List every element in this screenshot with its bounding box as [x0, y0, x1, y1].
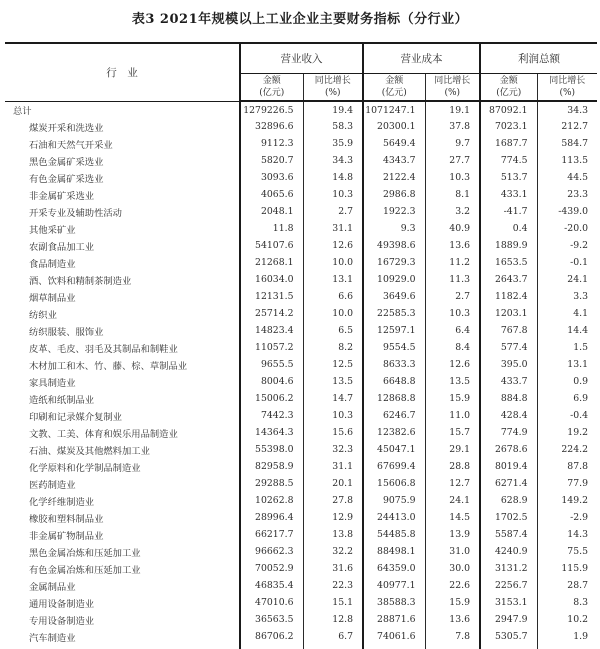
- table-row: [5, 492, 597, 509]
- cost-growth-cell: 15.9: [425, 594, 480, 611]
- industry-cell: 食品制造业: [5, 254, 240, 271]
- revenue-growth-cell: 12.5: [303, 356, 363, 373]
- revenue-growth-cell: 12.6: [303, 237, 363, 254]
- cost-growth-cell: 13.9: [425, 526, 480, 543]
- table-row: [5, 254, 597, 271]
- profit-amount-cell: 767.8: [480, 322, 537, 339]
- cost-amount-cell: 12868.8: [363, 390, 425, 407]
- revenue-group-header: 营业收入: [240, 43, 363, 73]
- cost-growth-cell: 8.1: [425, 186, 480, 203]
- industry-cell: 金属制品业: [5, 577, 240, 594]
- industry-column-header: 行 业: [5, 43, 240, 101]
- table-row: [5, 101, 597, 118]
- industry-cell: 其他采矿业: [5, 220, 240, 237]
- cost-growth-cell: 15.9: [425, 390, 480, 407]
- table-row: [5, 271, 597, 288]
- revenue-growth-cell: 32.3: [303, 441, 363, 458]
- profit-amount-cell: 8019.4: [480, 458, 537, 475]
- revenue-amount-cell: 86706.2: [240, 628, 303, 645]
- cost-growth-cell: 11.3: [425, 271, 480, 288]
- table-row: [5, 441, 597, 458]
- profit-growth-cell: -20.0: [564, 223, 588, 234]
- cost-amount-cell: 5649.4: [363, 135, 425, 152]
- profit-amount-cell: 774.5: [480, 152, 537, 169]
- profit-growth-cell: 212.7: [561, 121, 588, 132]
- cost-amount-cell: 49398.6: [363, 237, 425, 254]
- cost-growth-cell: 10.3: [425, 305, 480, 322]
- industry-cell: 石油、煤炭及其他燃料加工业: [5, 441, 240, 458]
- cost-growth-cell: 28.8: [425, 458, 480, 475]
- table-row: [5, 526, 597, 543]
- cost-amount-cell: 45047.1: [363, 441, 425, 458]
- industry-cell: 造纸和纸制品业: [5, 390, 240, 407]
- profit-amount-header: [480, 73, 537, 101]
- profit-amount-cell: 0.4: [480, 220, 537, 237]
- revenue-amount-header: [240, 73, 303, 101]
- industry-cell: 煤炭开采和洗选业: [5, 118, 240, 135]
- profit-amount-cell: 884.8: [480, 390, 537, 407]
- cost-growth-cell: 13.5: [425, 373, 480, 390]
- revenue-growth-header: [303, 73, 363, 101]
- revenue-growth-cell: 22.3: [303, 577, 363, 594]
- cost-group-header: 营业成本: [363, 43, 480, 73]
- industry-cell: 纺织业: [5, 305, 240, 322]
- profit-growth-cell: 87.8: [567, 461, 588, 472]
- growth-unit-label: (%): [324, 87, 341, 98]
- growth-label: 同比增长: [549, 75, 586, 86]
- revenue-amount-cell: 55398.0: [240, 441, 303, 458]
- revenue-growth-cell: 13.8: [303, 526, 363, 543]
- industry-cell: 医药制造业: [5, 475, 240, 492]
- cost-growth-cell: 14.5: [425, 509, 480, 526]
- industry-cell: 农副食品加工业: [5, 237, 240, 254]
- profit-amount-cell: 1889.9: [480, 237, 537, 254]
- table-row: [5, 424, 597, 441]
- table-row: [5, 169, 597, 186]
- revenue-amount-cell: 11.8: [240, 220, 303, 237]
- profit-growth-cell: 149.2: [561, 495, 588, 506]
- industry-cell: 文教、工美、体育和娱乐用品制造业: [5, 424, 240, 441]
- revenue-growth-cell: 13.5: [303, 373, 363, 390]
- revenue-amount-cell: 16034.0: [240, 271, 303, 288]
- revenue-amount-cell: 21268.1: [240, 254, 303, 271]
- growth-label: 同比增长: [434, 75, 471, 86]
- profit-growth-cell: 1.9: [573, 631, 588, 642]
- revenue-growth-cell: 58.3: [303, 118, 363, 135]
- table-row: [5, 458, 597, 475]
- revenue-growth-cell: 27.8: [303, 492, 363, 509]
- profit-amount-cell: 1702.5: [480, 509, 537, 526]
- profit-amount-cell: 433.7: [480, 373, 537, 390]
- profit-growth-header: [537, 73, 597, 101]
- industry-cell: 黑色金属冶炼和压延加工业: [5, 543, 240, 560]
- financial-indicators-table: [5, 42, 597, 649]
- profit-amount-cell: 1203.1: [480, 305, 537, 322]
- revenue-amount-cell: 9655.5: [240, 356, 303, 373]
- revenue-growth-cell: 6.5: [303, 322, 363, 339]
- profit-amount-cell: 774.9: [480, 424, 537, 441]
- cost-amount-cell: 12597.1: [363, 322, 425, 339]
- cost-amount-cell: 64359.0: [363, 560, 425, 577]
- industry-cell: 石油和天然气开采业: [5, 135, 240, 152]
- profit-growth-cell: -0.1: [570, 257, 588, 268]
- revenue-growth-cell: [303, 645, 363, 649]
- profit-group-header: 利润总额: [480, 43, 597, 73]
- revenue-growth-cell: 31.1: [303, 458, 363, 475]
- profit-growth-cell: 24.1: [567, 274, 588, 285]
- cost-amount-cell: 40977.1: [363, 577, 425, 594]
- cost-growth-cell: 13.6: [425, 611, 480, 628]
- industry-cell: 印刷和记录媒介复制业: [5, 407, 240, 424]
- cost-amount-cell: [363, 645, 425, 649]
- industry-cell: 黑色金属矿采选业: [5, 152, 240, 169]
- industry-cell: [5, 645, 240, 649]
- profit-amount-cell: 2678.6: [480, 441, 537, 458]
- profit-amount-cell: 1653.5: [480, 254, 537, 271]
- cost-growth-cell: 30.0: [425, 560, 480, 577]
- revenue-amount-cell: 11057.2: [240, 339, 303, 356]
- revenue-growth-cell: 10.0: [303, 254, 363, 271]
- profit-growth-cell: 115.9: [561, 563, 588, 574]
- revenue-growth-cell: 19.4: [303, 101, 363, 118]
- industry-cell: 通用设备制造业: [5, 594, 240, 611]
- cost-amount-cell: 67699.4: [363, 458, 425, 475]
- profit-amount-cell: 1687.7: [480, 135, 537, 152]
- revenue-amount-cell: 66217.7: [240, 526, 303, 543]
- cost-amount-header: [363, 73, 425, 101]
- cost-growth-cell: 10.3: [425, 169, 480, 186]
- revenue-growth-cell: 32.2: [303, 543, 363, 560]
- table-row: [5, 390, 597, 407]
- cost-amount-cell: 54485.8: [363, 526, 425, 543]
- cost-growth-cell: 11.0: [425, 407, 480, 424]
- table-row: [5, 373, 597, 390]
- profit-amount-cell: 2947.9: [480, 611, 537, 628]
- table-row: [5, 509, 597, 526]
- revenue-growth-cell: 14.8: [303, 169, 363, 186]
- profit-amount-cell: 628.9: [480, 492, 537, 509]
- cost-growth-cell: 12.7: [425, 475, 480, 492]
- amount-label: 金额: [499, 75, 518, 86]
- industry-cell: 非金属矿物制品业: [5, 526, 240, 543]
- revenue-amount-cell: 25714.2: [240, 305, 303, 322]
- profit-amount-cell: 5587.4: [480, 526, 537, 543]
- table-row: [5, 560, 597, 577]
- revenue-growth-cell: 35.9: [303, 135, 363, 152]
- cost-growth-cell: 11.2: [425, 254, 480, 271]
- revenue-growth-cell: 20.1: [303, 475, 363, 492]
- profit-amount-cell: 577.4: [480, 339, 537, 356]
- cost-growth-cell: 19.1: [425, 101, 480, 118]
- profit-amount-cell: 428.4: [480, 407, 537, 424]
- cost-growth-cell: 12.6: [425, 356, 480, 373]
- profit-growth-cell: 3.3: [573, 291, 588, 302]
- industry-cell: 橡胶和塑料制品业: [5, 509, 240, 526]
- cost-amount-cell: 1922.3: [363, 203, 425, 220]
- cost-amount-cell: 2122.4: [363, 169, 425, 186]
- profit-amount-cell: 433.1: [480, 186, 537, 203]
- revenue-growth-cell: 15.1: [303, 594, 363, 611]
- cost-growth-cell: 37.8: [425, 118, 480, 135]
- revenue-amount-cell: 1279226.5: [240, 101, 303, 118]
- table-header: [5, 43, 597, 101]
- profit-growth-cell: -9.2: [570, 240, 588, 251]
- profit-growth-cell: 19.2: [567, 427, 588, 438]
- industry-cell: 汽车制造业: [5, 628, 240, 645]
- revenue-amount-cell: 14364.3: [240, 424, 303, 441]
- revenue-amount-cell: 96662.3: [240, 543, 303, 560]
- revenue-amount-cell: 70052.9: [240, 560, 303, 577]
- revenue-amount-cell: 14823.4: [240, 322, 303, 339]
- cost-amount-cell: 24413.0: [363, 509, 425, 526]
- table-row: [5, 237, 597, 254]
- industry-cell: 开采专业及辅助性活动: [5, 203, 240, 220]
- revenue-amount-cell: 5820.7: [240, 152, 303, 169]
- profit-growth-cell: -0.4: [570, 410, 588, 421]
- cost-growth-cell: 7.8: [425, 628, 480, 645]
- revenue-growth-cell: 10.3: [303, 186, 363, 203]
- page-title: 表3 2021年规模以上工业企业主要财务指标（分行业）: [131, 12, 469, 27]
- profit-growth-cell: 14.4: [567, 325, 588, 336]
- table-row: [5, 577, 597, 594]
- profit-amount-cell: -41.7: [480, 203, 537, 220]
- cost-amount-cell: 3649.6: [363, 288, 425, 305]
- profit-growth-cell: 34.3: [567, 104, 588, 116]
- profit-amount-cell: 3131.2: [480, 560, 537, 577]
- cost-growth-cell: 31.0: [425, 543, 480, 560]
- cost-growth-cell: 27.7: [425, 152, 480, 169]
- revenue-growth-cell: 8.2: [303, 339, 363, 356]
- profit-amount-cell: [480, 645, 537, 649]
- industry-cell: 家具制造业: [5, 373, 240, 390]
- cost-amount-cell: 10929.0: [363, 271, 425, 288]
- cost-growth-cell: 13.6: [425, 237, 480, 254]
- profit-growth-cell: 0.9: [573, 376, 588, 387]
- profit-amount-cell: 87092.1: [480, 101, 537, 118]
- profit-growth-cell: 13.1: [567, 359, 588, 370]
- table-body: [5, 101, 597, 649]
- revenue-growth-cell: 14.7: [303, 390, 363, 407]
- revenue-amount-cell: 12131.5: [240, 288, 303, 305]
- table-row: [5, 322, 597, 339]
- cost-growth-cell: 8.4: [425, 339, 480, 356]
- cost-amount-cell: 8633.3: [363, 356, 425, 373]
- revenue-amount-cell: 32896.6: [240, 118, 303, 135]
- industry-cell: 非金属矿采选业: [5, 186, 240, 203]
- profit-growth-cell: 1.5: [573, 342, 588, 353]
- revenue-amount-cell: 46835.4: [240, 577, 303, 594]
- profit-amount-cell: 2256.7: [480, 577, 537, 594]
- profit-amount-cell: 513.7: [480, 169, 537, 186]
- table-row: [5, 220, 597, 237]
- revenue-growth-cell: 31.1: [303, 220, 363, 237]
- revenue-growth-cell: 13.1: [303, 271, 363, 288]
- industry-cell: 有色金属矿采选业: [5, 169, 240, 186]
- cost-amount-cell: 88498.1: [363, 543, 425, 560]
- revenue-amount-cell: 8004.6: [240, 373, 303, 390]
- table-row: [5, 543, 597, 560]
- table-row: [5, 611, 597, 628]
- profit-amount-cell: 5305.7: [480, 628, 537, 645]
- profit-amount-cell: 4240.9: [480, 543, 537, 560]
- table-row: [5, 152, 597, 169]
- table-row: [5, 628, 597, 645]
- cost-growth-cell: 29.1: [425, 441, 480, 458]
- table-row: [5, 356, 597, 373]
- profit-growth-cell: 77.9: [567, 478, 588, 489]
- revenue-growth-cell: 6.7: [303, 628, 363, 645]
- revenue-growth-cell: 10.0: [303, 305, 363, 322]
- cost-amount-cell: 6648.8: [363, 373, 425, 390]
- revenue-growth-cell: 10.3: [303, 407, 363, 424]
- profit-growth-cell: 10.2: [567, 614, 588, 625]
- table-row: [5, 475, 597, 492]
- amount-label: 金额: [262, 75, 281, 86]
- growth-label: 同比增长: [314, 75, 351, 86]
- profit-growth-cell: 6.9: [573, 393, 588, 404]
- profit-amount-cell: 6271.4: [480, 475, 537, 492]
- group-header-row: [5, 43, 597, 73]
- table-row: [5, 339, 597, 356]
- revenue-amount-cell: 7442.3: [240, 407, 303, 424]
- table-row: [5, 118, 597, 135]
- revenue-growth-cell: 12.8: [303, 611, 363, 628]
- cost-growth-cell: 40.9: [425, 220, 480, 237]
- amount-label: 金额: [385, 75, 404, 86]
- industry-cell: 酒、饮料和精制茶制造业: [5, 271, 240, 288]
- industry-cell: 皮革、毛皮、羽毛及其制品和制鞋业: [5, 339, 240, 356]
- cost-amount-cell: 12382.6: [363, 424, 425, 441]
- revenue-amount-cell: 54107.6: [240, 237, 303, 254]
- revenue-growth-cell: 2.7: [303, 203, 363, 220]
- industry-cell: 纺织服装、服饰业: [5, 322, 240, 339]
- amount-unit-label: (亿元): [381, 87, 407, 98]
- cost-growth-cell: 22.6: [425, 577, 480, 594]
- growth-unit-label: (%): [444, 87, 461, 98]
- table-row: [5, 186, 597, 203]
- profit-amount-cell: 3153.1: [480, 594, 537, 611]
- profit-growth-cell: 224.2: [561, 444, 588, 455]
- revenue-amount-cell: 15006.2: [240, 390, 303, 407]
- amount-unit-label: (亿元): [259, 87, 285, 98]
- table-row: [5, 594, 597, 611]
- profit-growth-cell: 14.3: [567, 529, 588, 540]
- cost-amount-cell: 9554.5: [363, 339, 425, 356]
- cost-amount-cell: 38588.3: [363, 594, 425, 611]
- profit-growth-cell: -439.0: [558, 206, 588, 217]
- table-row: [5, 288, 597, 305]
- profit-growth-cell: 8.3: [573, 597, 588, 608]
- revenue-amount-cell: 10262.8: [240, 492, 303, 509]
- profit-growth-cell: 75.5: [567, 546, 588, 557]
- table-row: [5, 407, 597, 424]
- table-row: [5, 135, 597, 152]
- revenue-amount-cell: 47010.6: [240, 594, 303, 611]
- revenue-growth-cell: 31.6: [303, 560, 363, 577]
- profit-growth-cell: 584.7: [561, 138, 588, 149]
- cost-growth-header: [425, 73, 480, 101]
- revenue-growth-cell: 6.6: [303, 288, 363, 305]
- profit-growth-cell: 4.1: [573, 308, 588, 319]
- cost-growth-cell: 15.7: [425, 424, 480, 441]
- cost-amount-cell: 28871.6: [363, 611, 425, 628]
- profit-amount-cell: 395.0: [480, 356, 537, 373]
- table-row-filler: [5, 645, 597, 649]
- profit-growth-cell: -2.9: [570, 512, 588, 523]
- industry-cell: 专用设备制造业: [5, 611, 240, 628]
- revenue-growth-cell: 12.9: [303, 509, 363, 526]
- profit-growth-cell: 23.3: [567, 189, 588, 200]
- revenue-amount-cell: 36563.5: [240, 611, 303, 628]
- revenue-amount-cell: 82958.9: [240, 458, 303, 475]
- profit-growth-cell: 44.5: [567, 172, 588, 183]
- amount-unit-label: (亿元): [496, 87, 522, 98]
- revenue-amount-cell: 2048.1: [240, 203, 303, 220]
- cost-growth-cell: 3.2: [425, 203, 480, 220]
- industry-cell: 烟草制品业: [5, 288, 240, 305]
- industry-cell: 总计: [5, 101, 240, 118]
- cost-growth-cell: 2.7: [425, 288, 480, 305]
- cost-growth-cell: [425, 645, 480, 649]
- industry-cell: 有色金属冶炼和压延加工业: [5, 560, 240, 577]
- industry-cell: 木材加工和木、竹、藤、棕、草制品业: [5, 356, 240, 373]
- revenue-amount-cell: 29288.5: [240, 475, 303, 492]
- cost-growth-cell: 24.1: [425, 492, 480, 509]
- cost-amount-cell: 16729.3: [363, 254, 425, 271]
- cost-amount-cell: 15606.8: [363, 475, 425, 492]
- cost-amount-cell: 6246.7: [363, 407, 425, 424]
- profit-amount-cell: 7023.1: [480, 118, 537, 135]
- table-row: [5, 203, 597, 220]
- profit-growth-cell: [537, 645, 597, 649]
- profit-amount-cell: 1182.4: [480, 288, 537, 305]
- revenue-growth-cell: 34.3: [303, 152, 363, 169]
- cost-growth-cell: 6.4: [425, 322, 480, 339]
- revenue-amount-cell: [240, 645, 303, 649]
- cost-growth-cell: 9.7: [425, 135, 480, 152]
- revenue-amount-cell: 9112.3: [240, 135, 303, 152]
- cost-amount-cell: 20300.1: [363, 118, 425, 135]
- profit-growth-cell: 28.7: [567, 580, 588, 591]
- revenue-amount-cell: 3093.6: [240, 169, 303, 186]
- cost-amount-cell: 22585.3: [363, 305, 425, 322]
- table-row: [5, 305, 597, 322]
- growth-unit-label: (%): [559, 87, 576, 98]
- cost-amount-cell: 4343.7: [363, 152, 425, 169]
- profit-amount-cell: 2643.7: [480, 271, 537, 288]
- industry-cell: 化学原料和化学制品制造业: [5, 458, 240, 475]
- profit-growth-cell: 113.5: [561, 155, 588, 166]
- cost-amount-cell: 9.3: [363, 220, 425, 237]
- cost-amount-cell: 74061.6: [363, 628, 425, 645]
- cost-amount-cell: 2986.8: [363, 186, 425, 203]
- cost-amount-cell: 9075.9: [363, 492, 425, 509]
- revenue-amount-cell: 28996.4: [240, 509, 303, 526]
- revenue-amount-cell: 4065.6: [240, 186, 303, 203]
- cost-amount-cell: 1071247.1: [363, 101, 425, 118]
- industry-cell: 化学纤维制造业: [5, 492, 240, 509]
- revenue-growth-cell: 15.6: [303, 424, 363, 441]
